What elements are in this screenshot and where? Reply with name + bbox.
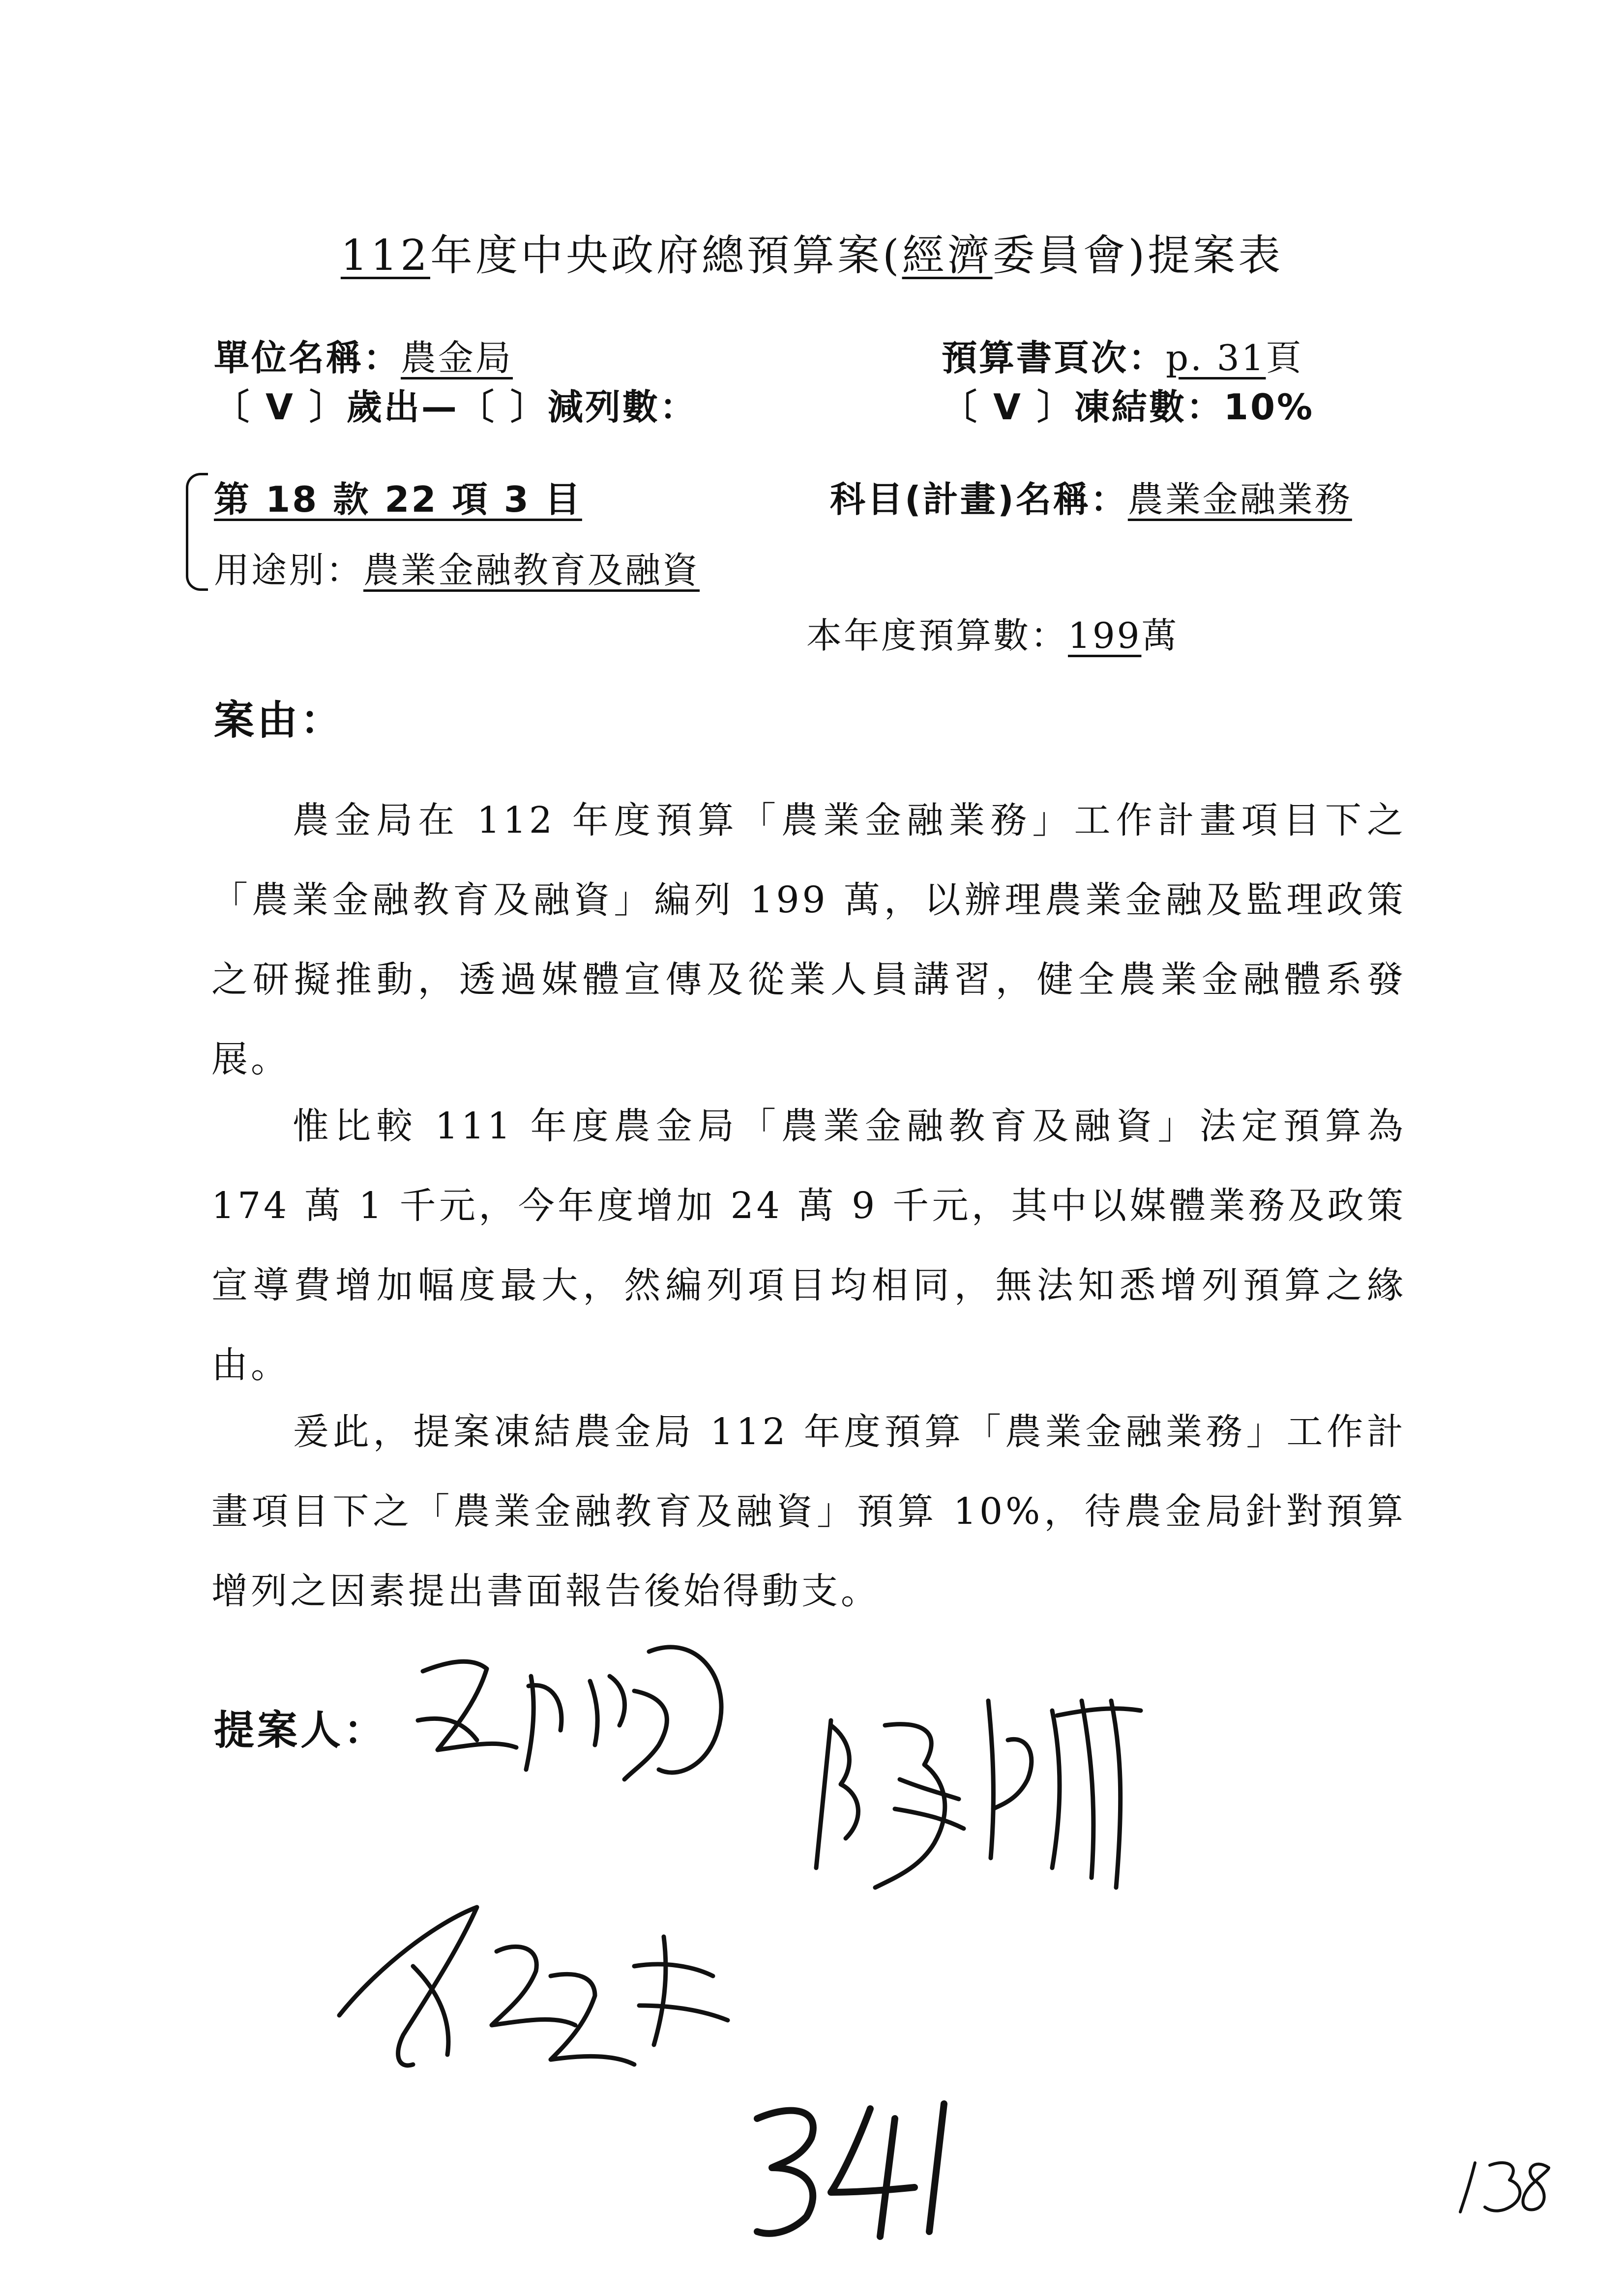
subject-value: 農業金融業務 [1127,479,1352,520]
purpose-value: 農業金融教育及融資 [363,550,700,591]
reason-paragraph-1: 農金局在 112 年度預算「農業金融業務」工作計畫項目下之「農業金融教育及融資」編列 199 萬，以辦理農業金融及監理政策之研擬推動，透過媒體宣傳及從業人員講習，健全農業金融體系發展。 [211,799,1406,1080]
unit-row [214,329,513,380]
budget-label: 本年度預算數： [806,615,1068,656]
reason-paragraph-2: 惟比較 111 年度農金局「農業金融教育及融資」法定預算為 174 萬 1 千元，今年度增加 24 萬 9 千元，其中以媒體業務及政策宣導費增加幅度最大，然編列項目均相同，無法知悉增列預算之緣由。 [211,1105,1406,1386]
title-committee: 經濟 [902,231,993,280]
signature-2 [797,1681,1151,1907]
purpose-label: 用途別： [214,550,364,591]
proposer-label: 提案人： [214,1707,387,1754]
unit-label: 單位名稱： [214,337,401,378]
page-title [0,221,1624,282]
title-year: 112 [340,231,431,280]
handwritten-page-number [738,2089,964,2241]
freeze-line: 〔 V 〕凍結數：10% [942,386,1315,428]
budget-unit: 萬 [1141,615,1179,656]
reason-paragraph-3: 爰此，提案凍結農金局 112 年度預算「農業金融業務」工作計畫項目下之「農業金融教育及融資」預算 10%，待農金局針對預算增列之因素提出書面報告後始得動支。 [211,1411,1406,1612]
page-ref-row [942,329,1303,380]
budget-value: 199 [1068,615,1142,656]
purpose-row [214,542,700,593]
signature-3 [320,1878,742,2084]
page-ref-label: 預算書頁次： [942,337,1166,378]
title-text-2: 委員會)提案表 [992,231,1284,280]
cut-line: 〔 V 〕歲出—〔 〕減列數： [214,386,697,428]
page-ref-suffix: 頁 [1266,337,1303,378]
section-code [214,471,582,522]
section-code-text: 第 18 款 22 項 3 目 [214,479,582,520]
subject-label: 科目(計畫)名稱： [830,479,1128,520]
signature-1 [403,1622,747,1829]
budget-row [806,607,1179,658]
section-bracket [186,473,208,591]
reason-heading: 案由： [214,697,344,744]
title-text: 年度中央政府總預算案( [430,231,902,280]
page-ref-value: p. 31 [1166,337,1266,378]
handwritten-corner-number [1455,2148,1564,2217]
unit-value: 農金局 [401,337,513,378]
subject-row [830,471,1352,522]
